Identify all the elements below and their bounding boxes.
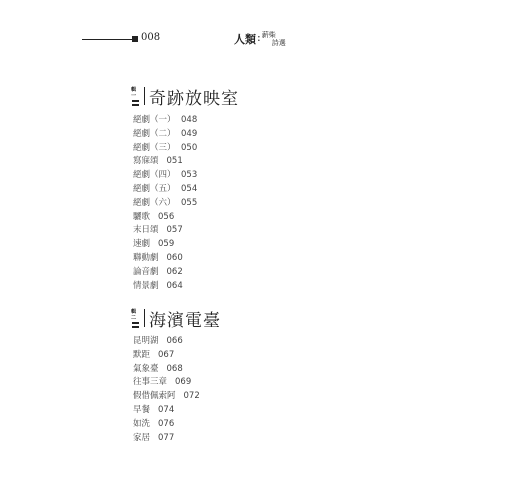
section-divider: [144, 87, 145, 105]
toc-entry[interactable]: [133, 376, 200, 390]
book-subtitle-line1: 薪柴: [261, 31, 276, 39]
toc-entry-title: 絕劇（四）: [133, 170, 176, 181]
toc-entry-title: 聯動劇: [133, 252, 159, 263]
toc-entry-page: 048: [181, 115, 198, 125]
toc-entry-page: 049: [181, 128, 198, 139]
toc-entry[interactable]: [133, 169, 197, 183]
toc-entry-page: 068: [166, 363, 183, 374]
toc-entry-title: 絕劇（五）: [133, 183, 176, 194]
toc-entry-title: 絕劇（六）: [133, 197, 176, 208]
section-title: 奇跡放映室: [149, 88, 239, 109]
book-title: [234, 31, 286, 47]
toc-entry[interactable]: [133, 155, 197, 169]
toc-entry-title: 寫寐頌: [133, 156, 159, 167]
toc-entry-title: 絕劇（二）: [133, 128, 176, 139]
section-title: 海濱電臺: [149, 310, 221, 331]
book-title-main: 人類: [234, 33, 256, 46]
toc-entry[interactable]: [133, 211, 197, 225]
book-subtitle: [262, 31, 286, 47]
toc-entry-title: 情景劇: [133, 280, 159, 291]
toc-entry[interactable]: [133, 197, 197, 211]
toc-entry[interactable]: [133, 128, 197, 142]
toc-entry-page: 062: [166, 266, 183, 277]
header-square-marker: [132, 36, 138, 42]
section-mark-icon: [131, 87, 140, 106]
book-title-colon: :: [257, 31, 261, 44]
toc-entry[interactable]: [133, 114, 197, 128]
toc-entry[interactable]: [133, 280, 197, 294]
toc-entry-page: 059: [158, 239, 175, 250]
toc-entry-page: 054: [181, 183, 198, 194]
toc-entry-title: 氣象臺: [133, 363, 159, 374]
toc-entry-title: 早餐: [133, 404, 151, 415]
toc-entry-page: 057: [166, 225, 183, 236]
toc-entry-page: 055: [181, 197, 198, 208]
toc-entry-page: 056: [158, 211, 175, 222]
section-heading-1: [131, 85, 239, 107]
toc-entry-page: 066: [166, 336, 183, 346]
section-divider: [144, 309, 145, 327]
section-mark-label: 輯一: [131, 86, 137, 99]
toc-entry-page: 076: [158, 418, 175, 429]
toc-entry-title: 昆明湖: [133, 336, 159, 346]
section-mark-bar: [132, 326, 139, 328]
book-subtitle-line2: 詩選: [271, 39, 286, 47]
section-mark-bar: [132, 104, 139, 106]
toc-entry[interactable]: [133, 224, 197, 238]
section-heading-2: [131, 307, 221, 329]
toc-list-section-2: [133, 335, 200, 445]
section-mark-icon: [131, 309, 140, 328]
toc-entry-title: 家居: [133, 432, 151, 443]
toc-entry[interactable]: [133, 142, 197, 156]
toc-entry-title: 驪歌: [133, 211, 151, 222]
toc-entry[interactable]: [133, 349, 200, 363]
toc-entry-page: 072: [183, 391, 200, 402]
toc-entry-title: 論音劇: [133, 266, 159, 277]
page-number: 008: [141, 32, 161, 43]
toc-entry[interactable]: [133, 390, 200, 404]
toc-entry[interactable]: [133, 432, 200, 446]
toc-entry[interactable]: [133, 418, 200, 432]
toc-entry-page: 053: [181, 170, 198, 181]
toc-entry-page: 050: [181, 142, 198, 153]
toc-entry-page: 069: [175, 377, 192, 388]
section-mark-bar: [132, 100, 139, 102]
toc-entry-page: 051: [166, 156, 183, 167]
toc-entry[interactable]: [133, 183, 197, 197]
toc-entry[interactable]: [133, 266, 197, 280]
toc-entry[interactable]: [133, 335, 200, 349]
section-mark-bar: [132, 322, 139, 324]
toc-entry[interactable]: [133, 238, 197, 252]
toc-entry-page: 064: [166, 280, 183, 291]
toc-entry-title: 絕劇（三）: [133, 142, 176, 153]
toc-entry-title: 絕劇（一）: [133, 115, 176, 125]
toc-entry-page: 074: [158, 404, 175, 415]
header-rule: [82, 39, 134, 40]
toc-entry-title: 默距: [133, 349, 151, 360]
toc-entry[interactable]: [133, 363, 200, 377]
toc-entry-title: 假借佩索阿: [133, 391, 176, 402]
toc-entry-page: 077: [158, 432, 175, 443]
toc-entry-page: 067: [158, 349, 175, 360]
toc-entry-title: 速劇: [133, 239, 151, 250]
toc-entry-title: 末日頌: [133, 225, 159, 236]
toc-entry-page: 060: [166, 252, 183, 263]
toc-entry-title: 往事三章: [133, 377, 168, 388]
toc-entry-title: 如洗: [133, 418, 151, 429]
section-mark-label: 輯二: [131, 308, 137, 321]
toc-entry[interactable]: [133, 404, 200, 418]
toc-entry[interactable]: [133, 252, 197, 266]
toc-list-section-1: [133, 114, 197, 293]
